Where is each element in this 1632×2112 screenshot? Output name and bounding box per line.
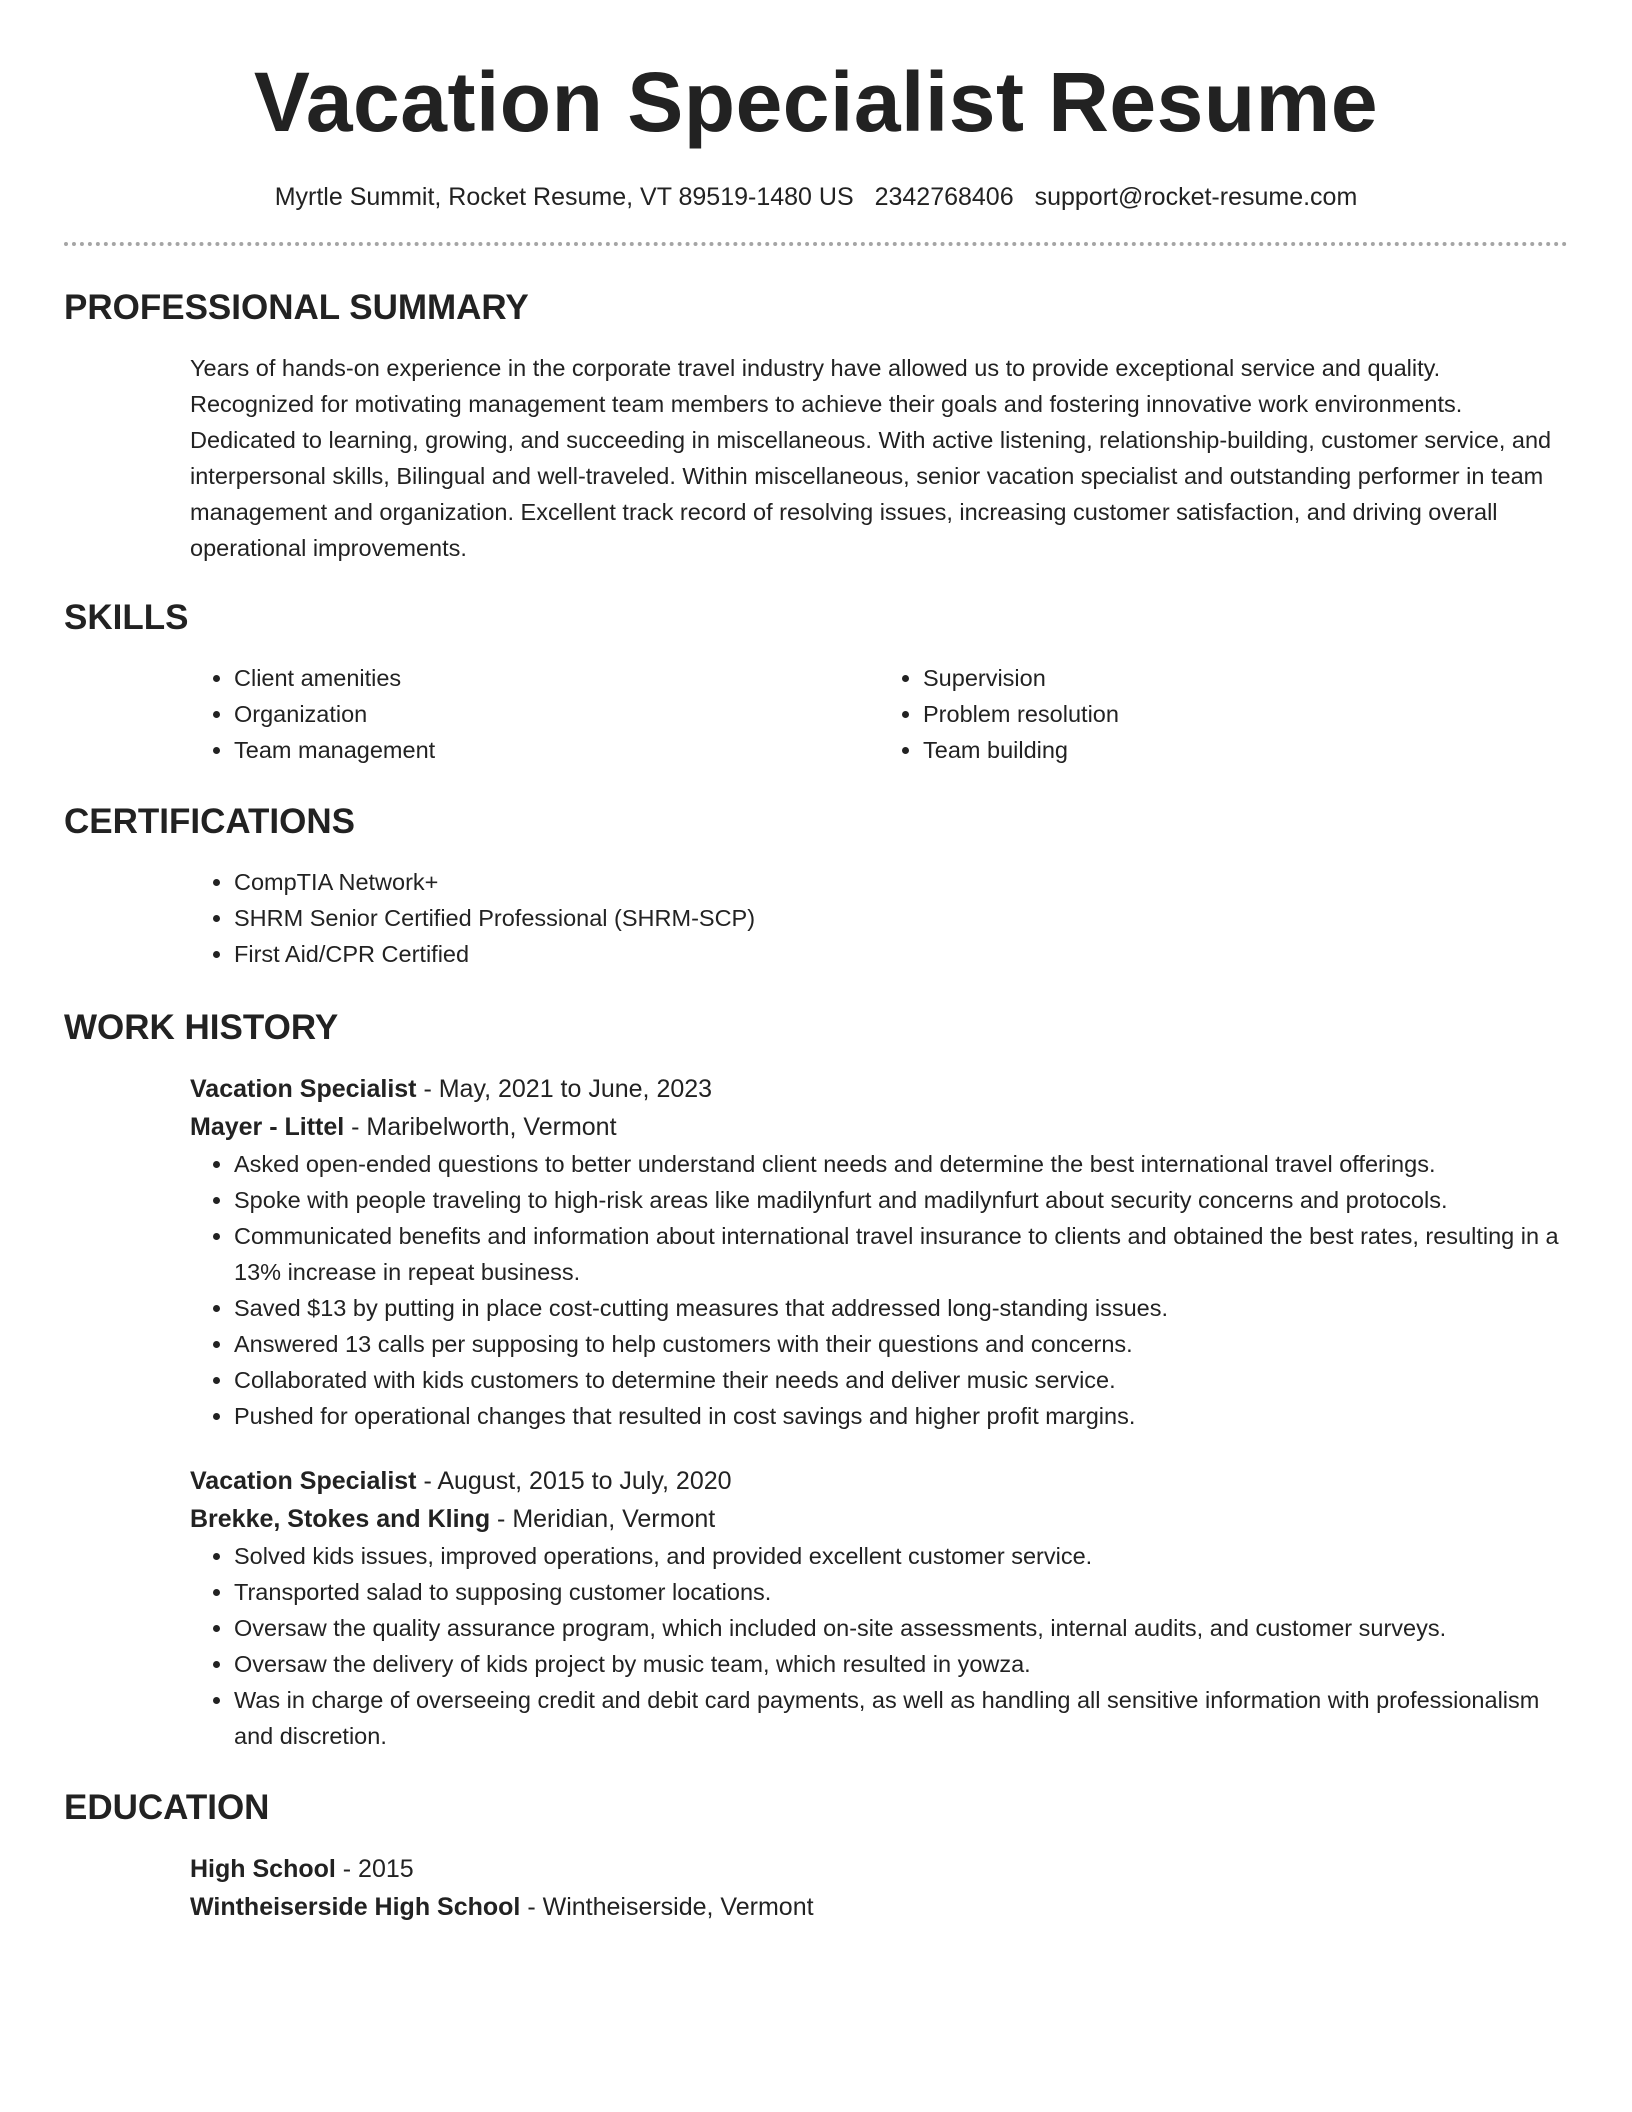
job-bullet: • Saved $13 by putting in place cost-cutting measures that addressed long-standing issues.	[234, 1290, 1568, 1326]
skill-item: • Supervision	[923, 660, 1568, 696]
contact-email: support@rocket-resume.com	[1034, 183, 1358, 211]
job-bullet: • Communicated benefits and information about international travel insurance to clients and obtained the best rates, resulting in a 13% increase in repeat business.	[234, 1218, 1568, 1290]
education-year: - 2015	[335, 1855, 414, 1883]
skill-item: • Client amenities	[234, 660, 879, 696]
skill-item: • Organization	[234, 696, 879, 732]
skill-item: • Problem resolution	[923, 696, 1568, 732]
section-work-history	[64, 1008, 1568, 1754]
summary-text: Years of hands-on experience in the corporate travel industry have allowed us to provide exceptional service and quality. Recognized for motivating management team members to achieve their goals and fostering innovative work environments. Dedicated to learning, growing, and succeeding in miscellaneous. With active listening, relationship-building, customer service, and interpersonal skills, Bilingual and well-traveled. Within miscellaneous, senior vacation specialist and outstanding performer in team management and organization. Excellent track record of resolving issues, increasing customer satisfaction, and driving overall operational improvements.	[190, 355, 1552, 561]
job-location: - Maribelworth, Vermont	[344, 1113, 617, 1141]
section-education	[64, 1788, 1568, 1926]
certification-item: • CompTIA Network+	[234, 864, 1568, 900]
section-heading-education: EDUCATION	[64, 1788, 270, 1827]
job-entry	[190, 1070, 1568, 1434]
skills-list-right	[879, 660, 1568, 768]
job-bullet: • Asked open-ended questions to better understand client needs and determine the best international travel offerings.	[234, 1146, 1568, 1182]
job-bullet: • Oversaw the delivery of kids project by music team, which resulted in yowza.	[234, 1646, 1568, 1682]
job-bullet: • Transported salad to supposing customer locations.	[234, 1574, 1568, 1610]
resume-title: Vacation Specialist Resume	[253, 55, 1379, 149]
job-company: Brekke, Stokes and Kling	[190, 1505, 491, 1533]
job-title: Vacation Specialist	[190, 1467, 417, 1495]
certification-item: • SHRM Senior Certified Professional (SHRM-SCP)	[234, 900, 1568, 936]
education-degree-line	[190, 1850, 1568, 1888]
section-professional-summary	[64, 288, 1568, 566]
contact-line	[64, 180, 1568, 214]
section-skills	[64, 598, 1568, 768]
job-company-line	[190, 1500, 1568, 1538]
job-bullets	[190, 1146, 1568, 1434]
skills-list-left	[190, 660, 879, 768]
section-heading-certifications: CERTIFICATIONS	[64, 802, 356, 841]
section-certifications	[64, 802, 1568, 972]
job-bullet: • Answered 13 calls per supposing to help customers with their questions and concerns.	[234, 1326, 1568, 1362]
certification-item: • First Aid/CPR Certified	[234, 936, 1568, 972]
skill-item: • Team building	[923, 732, 1568, 768]
job-bullet: • Oversaw the quality assurance program, which included on-site assessments, internal audits, and customer surveys.	[234, 1610, 1568, 1646]
job-bullet: • Spoke with people traveling to high-risk areas like madilynfurt and madilynfurt about security concerns and protocols.	[234, 1182, 1568, 1218]
contact-address: Myrtle Summit, Rocket Resume, VT 89519-1480 US	[274, 183, 854, 211]
job-bullet: • Solved kids issues, improved operations, and provided excellent customer service.	[234, 1538, 1568, 1574]
header-divider	[64, 242, 1568, 246]
education-school-line	[190, 1888, 1568, 1926]
job-bullet: • Collaborated with kids customers to determine their needs and deliver music service.	[234, 1362, 1568, 1398]
job-bullet: • Was in charge of overseeing credit and debit card payments, as well as handling all sensitive information with professionalism and discretion.	[234, 1682, 1568, 1754]
skill-item: • Team management	[234, 732, 879, 768]
job-title: Vacation Specialist	[190, 1075, 417, 1103]
education-degree: High School	[190, 1855, 336, 1883]
job-bullet: • Pushed for operational changes that resulted in cost savings and higher profit margins.	[234, 1398, 1568, 1434]
job-dates: - May, 2021 to June, 2023	[416, 1075, 713, 1103]
section-heading-work-history: WORK HISTORY	[64, 1008, 339, 1047]
certifications-list	[190, 864, 1568, 972]
job-location: - Meridian, Vermont	[490, 1505, 716, 1533]
education-school: Wintheiserside High School	[190, 1893, 521, 1921]
education-location: - Wintheiserside, Vermont	[520, 1893, 814, 1921]
job-bullets	[190, 1538, 1568, 1754]
job-company-line	[190, 1108, 1568, 1146]
job-company: Mayer - Littel	[190, 1113, 345, 1141]
job-dates: - August, 2015 to July, 2020	[416, 1467, 732, 1495]
section-heading-skills: SKILLS	[64, 598, 189, 637]
job-title-line	[190, 1070, 1568, 1108]
section-heading-summary: PROFESSIONAL SUMMARY	[64, 288, 529, 327]
contact-phone: 2342768406	[874, 183, 1014, 211]
job-entry	[190, 1462, 1568, 1754]
job-title-line	[190, 1462, 1568, 1500]
